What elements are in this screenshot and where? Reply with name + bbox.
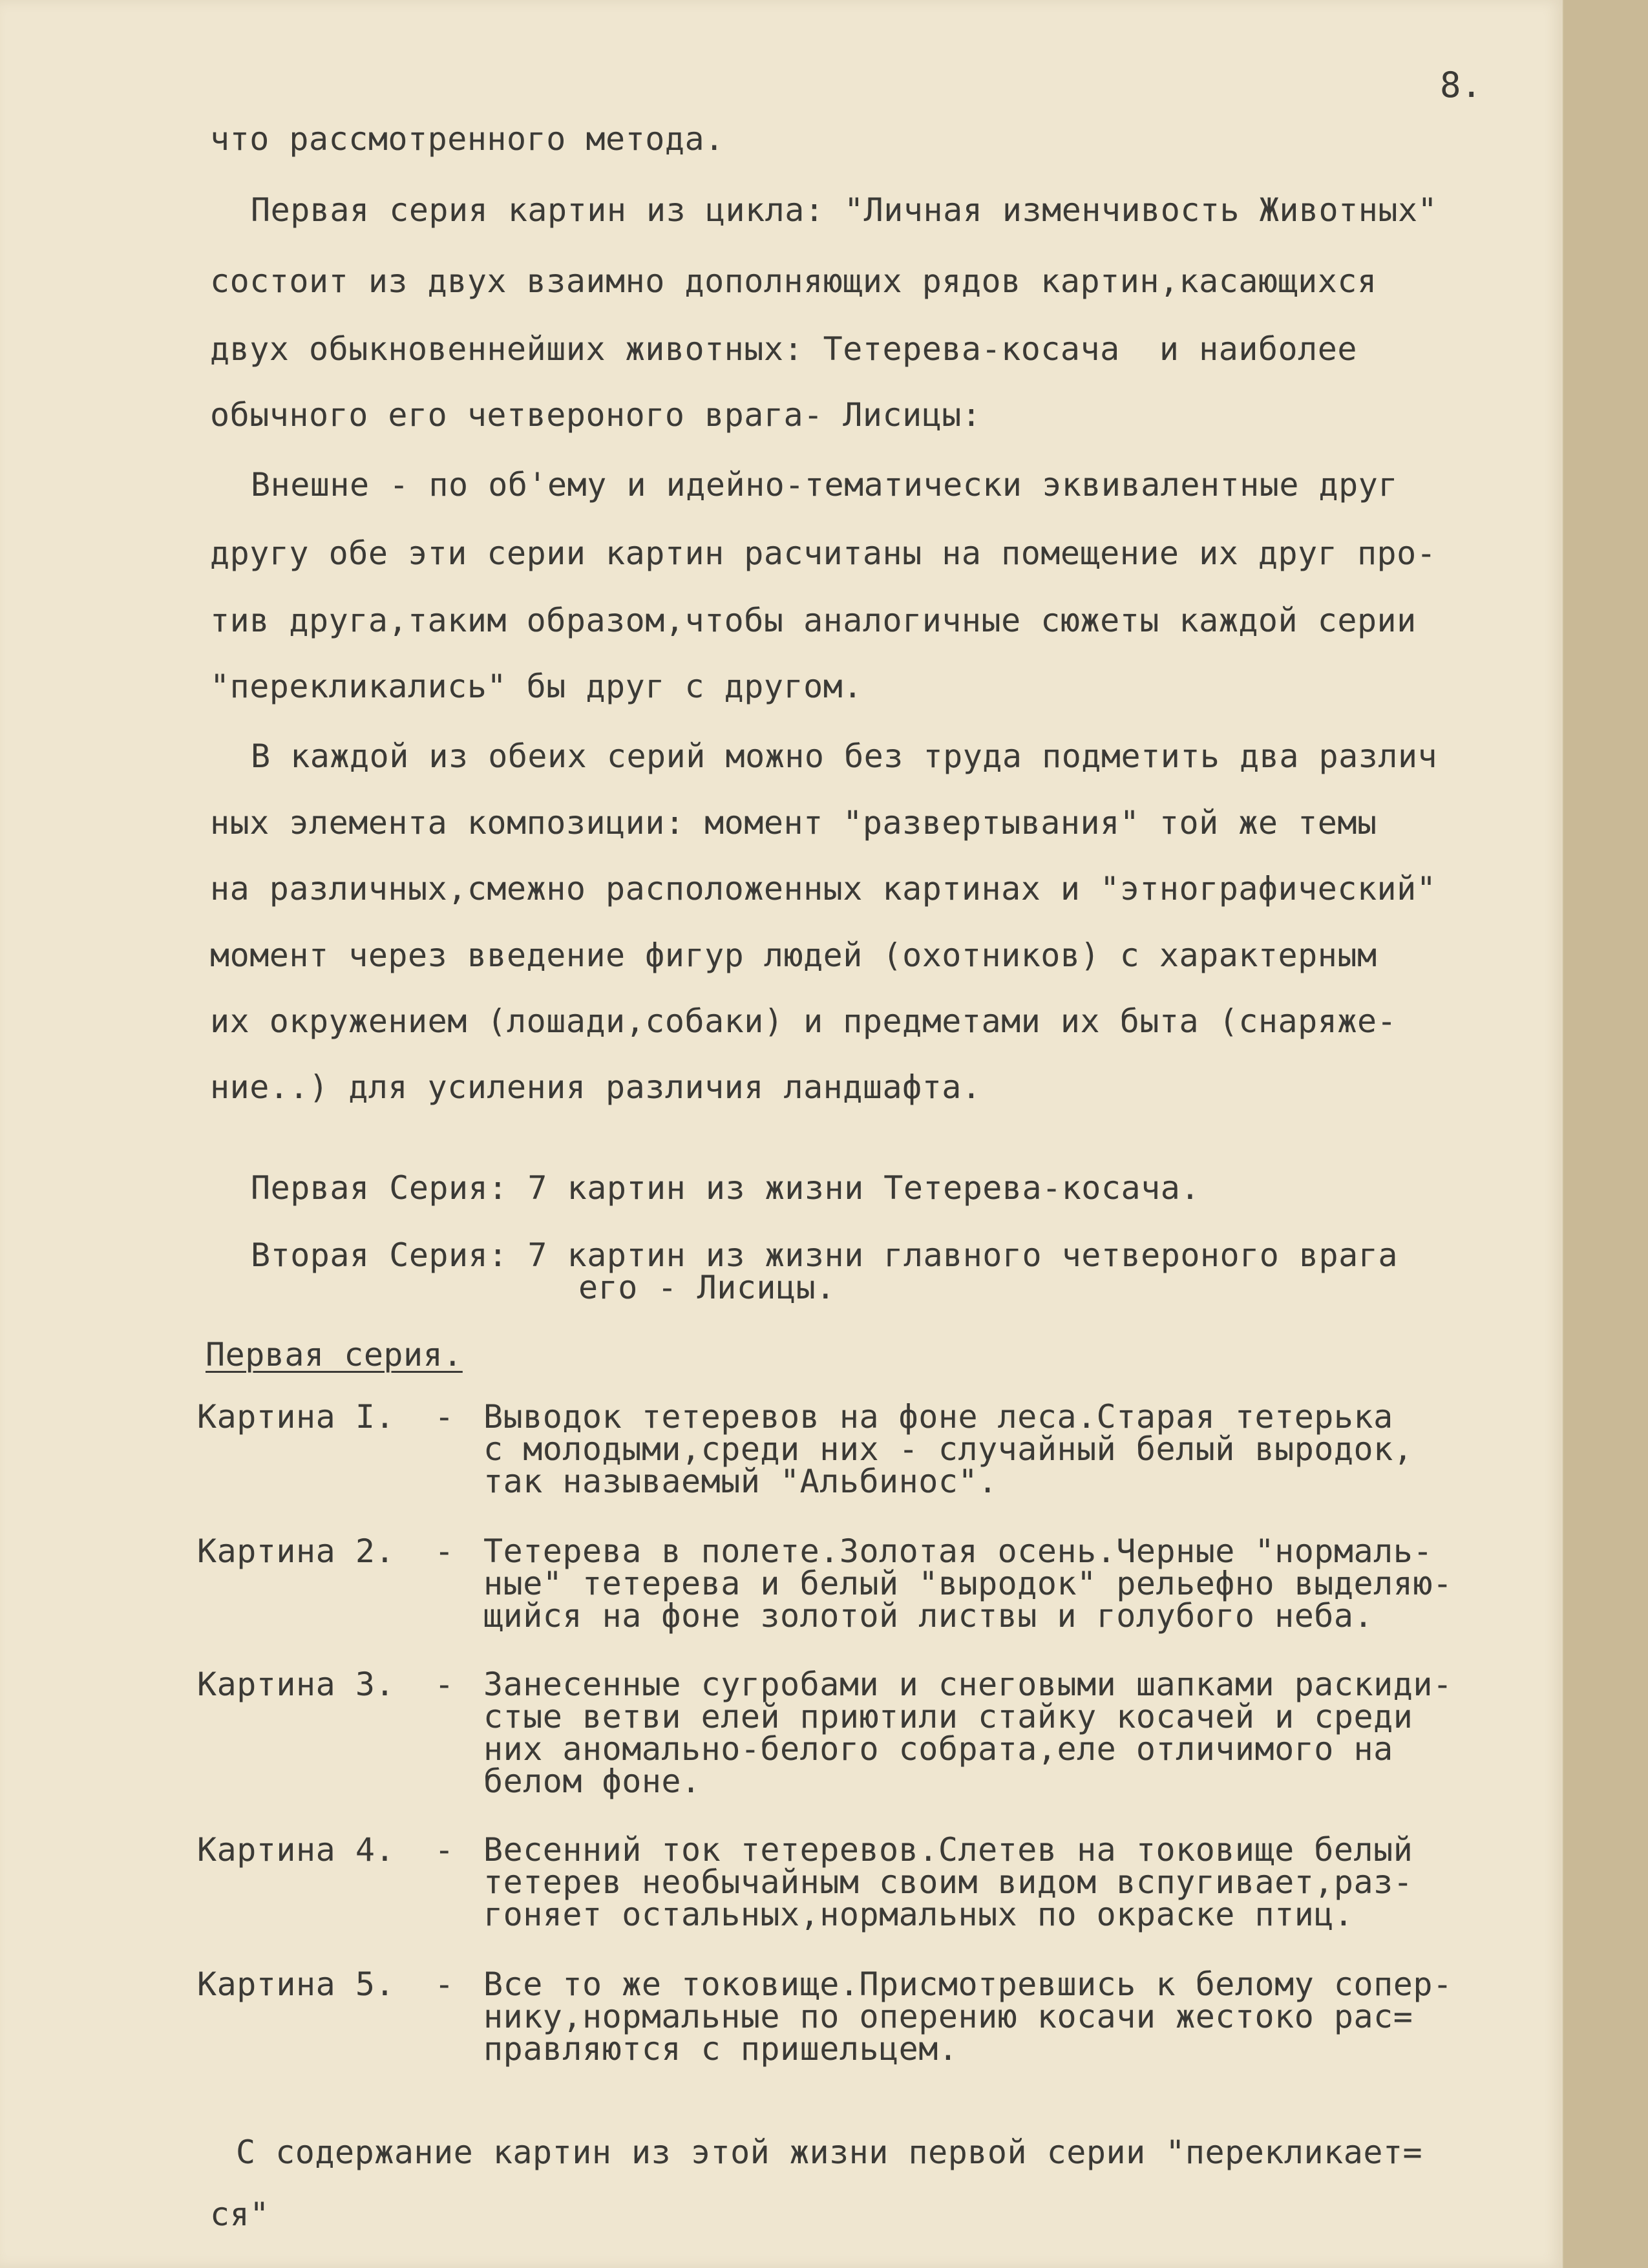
picture-text: Все то же токовище.Присмотревшись к белому сопер- <box>483 1966 1453 2003</box>
picture-text: щийся на фоне золотой листвы и голубого неба. <box>483 1597 1374 1635</box>
text-line: Первая серия картин из цикла: "Личная изменчивость Животных" <box>251 191 1438 229</box>
picture-text: гоняет остальных,нормальных по окраске птиц. <box>483 1896 1354 1933</box>
section-heading: Первая серия. <box>206 1336 463 1373</box>
text-line: их окружением (лошади,собаки) и предметами их быта (снаряже- <box>210 1002 1397 1040</box>
picture-label: Картина 4. - <box>197 1831 454 1869</box>
text-line: обычного его четвероного врага- Лисицы: <box>210 396 982 434</box>
series-second: его - Лисицы. <box>578 1269 836 1306</box>
picture-text: тетерев необычайным своим видом вспугивает,раз- <box>483 1863 1413 1901</box>
page-number: 8. <box>1440 65 1483 105</box>
text-line: В каждой из обеих серий можно без труда подметить два различ <box>251 737 1438 775</box>
picture-text: правляются с пришельцем. <box>483 2030 958 2068</box>
text-line: состоит из двух взаимно дополняющих рядов картин,касающихся <box>210 262 1377 300</box>
text-line: "перекликались" бы друг с другом. <box>210 668 863 705</box>
picture-text: так называемый "Альбинос". <box>483 1463 998 1500</box>
text-line: на различных,смежно расположенных картинах и "этнографический" <box>210 870 1437 907</box>
text-line: С содержание картин из этой жизни первой серии "перекликает= <box>236 2134 1423 2171</box>
text-line: ние..) для усиления различия ландшафта. <box>210 1068 982 1106</box>
picture-text: нику,нормальные по оперению косачи жестоко рас= <box>483 1998 1413 2035</box>
picture-label: Картина 2. - <box>197 1532 454 1570</box>
picture-label: Картина I. - <box>197 1398 454 1436</box>
picture-text: Выводок тетеревов на фоне леса.Старая тетерька <box>483 1398 1393 1436</box>
picture-text: стые ветви елей приютили стайку косачей и среди <box>483 1698 1413 1735</box>
picture-text: Тетерева в полете.Золотая осень.Черные "нормаль- <box>483 1532 1433 1570</box>
text-line: другу обе эти серии картин расчитаны на помещение их друг про- <box>210 535 1437 572</box>
picture-text: Весенний ток тетеревов.Слетев на токовище белый <box>483 1831 1413 1869</box>
text-line: момент через введение фигур людей (охотников) с характерным <box>210 937 1377 974</box>
picture-text: Занесенные сугробами и снеговыми шапками раскиди- <box>483 1666 1453 1703</box>
text-line: двух обыкновеннейших животных: Тетерева-косача и наиболее <box>210 330 1357 368</box>
picture-text: белом фоне. <box>483 1763 701 1800</box>
text-line: Внешне - по об'ему и идейно-тематически эквивалентные друг <box>251 466 1398 503</box>
text-line: ных элемента композиции: момент "развертывания" той же темы <box>210 804 1377 842</box>
text-line: что рассмотренного метода. <box>210 120 724 158</box>
picture-text: с молодыми,среди них - случайный белый выродок, <box>483 1430 1413 1468</box>
picture-text: них аномально-белого собрата,еле отличимого на <box>483 1730 1393 1768</box>
page-edge <box>1564 0 1648 2268</box>
picture-label: Картина 3. - <box>197 1666 454 1703</box>
picture-label: Картина 5. - <box>197 1966 454 2003</box>
series-second: Вторая Серия: 7 картин из жизни главного четвероного врага <box>251 1236 1398 1274</box>
text-line: тив друга,таким образом,чтобы аналогичные сюжеты каждой серии <box>210 602 1417 639</box>
picture-text: ные" тетерева и белый "выродок" рельефно выделяю- <box>483 1565 1453 1602</box>
text-line: ся" <box>210 2196 269 2233</box>
series-first: Первая Серия: 7 картин из жизни Тетерева-косача. <box>251 1169 1200 1207</box>
